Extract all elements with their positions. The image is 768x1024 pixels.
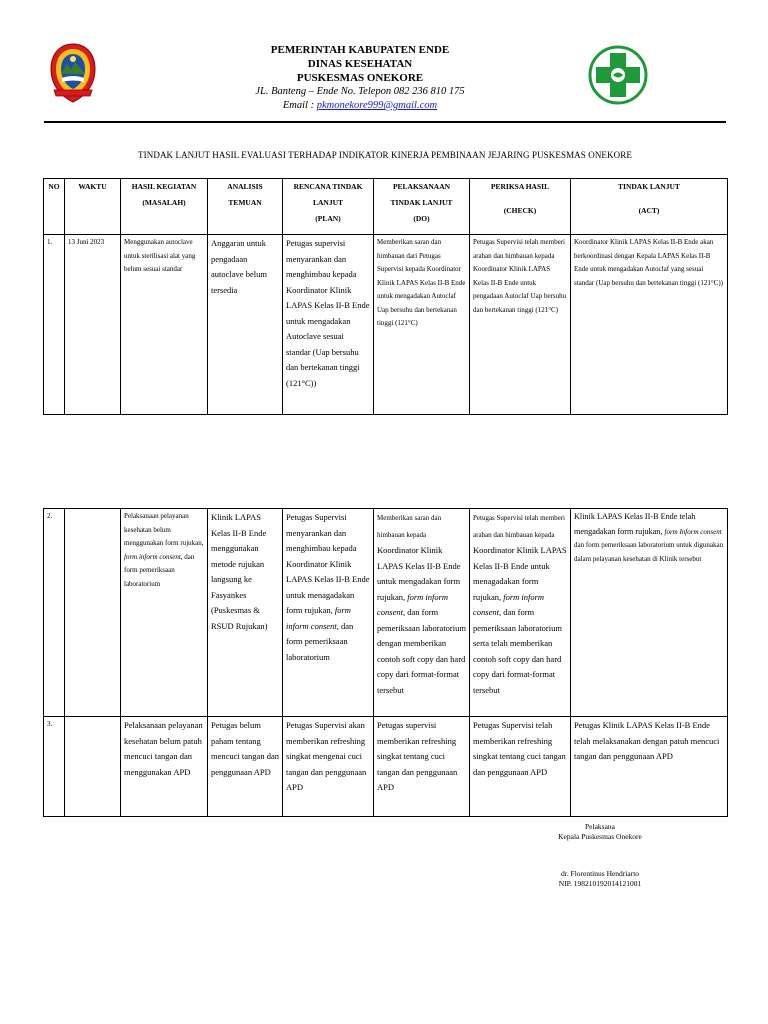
email-label: Email :	[282, 100, 317, 111]
row1-no: 1.	[44, 235, 65, 415]
header-line-department: DINAS KESEHATAN	[307, 58, 413, 70]
row2-act: Klinik LAPAS Kelas II-B Ende telah mengadakan form rujukan, form Inform consent dan form pemeriksaan laboratorium untuk digunakan dalam pelayanan kesehatan di Klinik tersebut	[571, 509, 728, 717]
header-line-government: PEMERINTAH KABUPATEN ENDE	[270, 44, 450, 56]
letterhead	[200, 43, 520, 113]
evaluation-table-part-1	[43, 178, 728, 415]
evaluation-table-part-2	[43, 508, 728, 817]
col-hasil-kegiatan: HASIL KEGIATAN (MASALAH)	[121, 179, 208, 235]
row3-masalah: Pelaksanaan pelayanan kesehatan belum patuh mencuci tangan dan menggunakan APD	[121, 717, 208, 817]
header-email-line	[200, 99, 520, 113]
document-title: TINDAK LANJUT HASIL EVALUASI TERHADAP INDIKATOR KINERJA PEMBINAAN JEJARING PUSKESMAS ONEKORE	[138, 150, 632, 160]
row2-no: 2.	[44, 509, 65, 717]
table-header-row	[44, 179, 728, 235]
row3-analisis: Petugas belum paham tentang mencuci tangan dan penggunaan APD	[208, 717, 283, 817]
col-periksa: PERIKSA HASIL (CHECK)	[470, 179, 571, 235]
row3-plan: Petugas Supervisi akan memberikan refreshing singkat mengenai cuci tangan dan penggunaan APD	[283, 717, 374, 817]
col-tindak-lanjut: TINDAK LANJUT (ACT)	[571, 179, 728, 235]
kabupaten-ende-logo-icon	[48, 42, 98, 104]
signature-block	[520, 822, 680, 889]
header-line-puskesmas: PUSKESMAS ONEKORE	[296, 72, 424, 84]
row1-analisis: Anggaran untuk pengadaan autoclave belum tersedia	[208, 235, 283, 415]
row1-masalah: Menggunakan autoclave untuk sterilisasi alat yang belum sesuai standar	[121, 235, 208, 415]
table-row	[44, 235, 728, 415]
col-analisis: ANALISIS TEMUAN	[208, 179, 283, 235]
col-waktu: WAKTU	[65, 179, 121, 235]
row3-act: Petugas Klinik LAPAS Kelas II-B Ende telah melaksanakan dengan patuh mencuci tangan dan penggunaan APD	[571, 717, 728, 817]
row1-waktu: 13 Juni 2023	[65, 235, 121, 415]
email-link[interactable]: pkmonekore999@gmail.com	[316, 100, 438, 111]
signature-nip: NIP. 198210192014121001	[558, 879, 642, 888]
row1-act: Koordinator Klinik LAPAS Kelas II-B Ende akan berkoordinasi dengan Kepala LAPAS Kelas II-B Ende untuk mengadakan Autoclaf yang sesuai standar (Uap bersuhu dan bertekanan tinggi (121°C))	[571, 235, 728, 415]
row1-check: Petugas Supervisi telah memberi arahan dan himbauan kepada Koordinator Klinik LAPAS Kelas II-B Ende untuk pengadaan Autoclaf Uap bersuhu dan bertekanan tinggi (121°C)	[470, 235, 571, 415]
row3-waktu	[65, 717, 121, 817]
row2-plan: Petugas Supervisi menyarankan dan menghimbau kepada Koordinator Klinik LAPAS Kelas II-B Ende untuk menagadakan form rujukan, form inform consent, dan form pemeriksaan laboratorium	[283, 509, 374, 717]
row2-waktu	[65, 509, 121, 717]
signature-role-title: Kepala Puskesmas Onekore	[558, 832, 642, 841]
row2-masalah: Pelaksanaan pelayanan kesehatan belum menggunakan form rujukan, form inform consent, dan form pemeriksaan laboratorium	[121, 509, 208, 717]
row2-check: Petugas Supervisi telah memberi arahan dan himbauan kepada Koordinator Klinik LAPAS Kelas II-B Ende untuk menagadakan form rujukan, form inform consent, dan form pemeriksaan laboratorium serta telah memberikan contoh soft copy dan hard copy dari format-format tersebut	[470, 509, 571, 717]
signature-role: Pelaksana	[585, 822, 615, 831]
header-divider	[44, 121, 726, 123]
col-rencana: RENCANA TINDAK LANJUT (PLAN)	[283, 179, 374, 235]
table-row	[44, 717, 728, 817]
row3-no: 3.	[44, 717, 65, 817]
col-pelaksanaan: PELAKSANAAN TINDAK LANJUT (DO)	[374, 179, 470, 235]
puskesmas-logo-icon	[588, 45, 648, 105]
table-row	[44, 509, 728, 717]
signature-name: dr. Florentinus Hendriarto	[560, 869, 640, 878]
row2-analisis: Klinik LAPAS Kelas II-B Ende menggunakan metode rujukan langsung ke Fasyankes (Puskesmas & RSUD Rujukan)	[208, 509, 283, 717]
col-no: NO	[44, 179, 65, 235]
row3-check: Petugas Supervisi telah memberikan refreshing singkat tentang cuci tangan dan penggunaan APD	[470, 717, 571, 817]
row2-do: Memberikan saran dan himbauan kepada Koordinator Klinik LAPAS Kelas II-B Ende untuk mengadakan form rujukan, form inform consent, dan form pemeriksaan laboratorium dengan memberikan contoh soft copy dan hard copy dari format-format tersebut	[374, 509, 470, 717]
row3-do: Petugas supervisi memberikan refreshing singkat tentang cuci tangan dan penggunaan APD	[374, 717, 470, 817]
row1-plan: Petugas supervisi menyarankan dan menghimbau kepada Koordinator Klinik LAPAS Kelas II-B Ende untuk mengadakan Autoclave sesuai standar (Uap bersuhu dan bertekanan tinggi (121°C))	[283, 235, 374, 415]
row1-do: Memberikan saran dan himbauan dari Petugas Supervisi kepada Koordinator Klinik LAPAS Kelas II-B Ende untuk mengadakan Autoclaf Uap bersuhu dan bertekanan tinggi (121°C)	[374, 235, 470, 415]
header-address: JL. Banteng – Ende No. Telepon 082 236 810 175	[255, 86, 465, 97]
